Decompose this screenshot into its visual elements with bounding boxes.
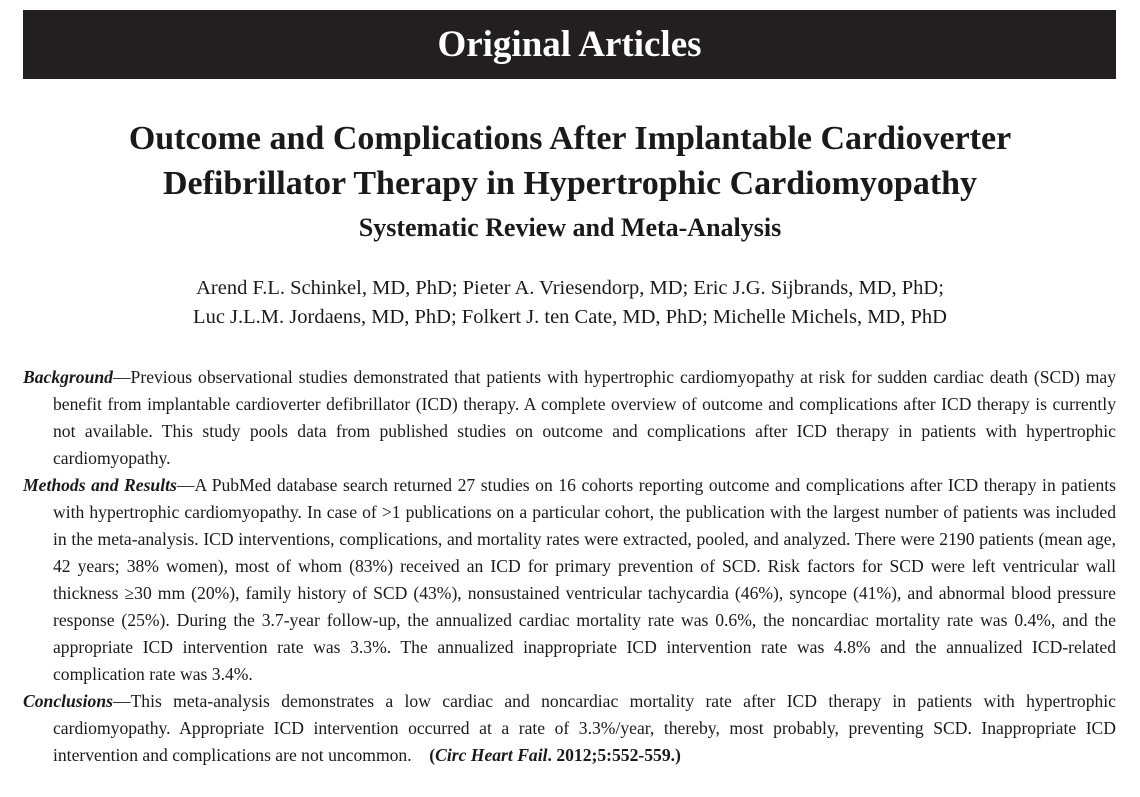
methods-text: —A PubMed database search returned 27 studies on 16 cohorts reporting outcome and complications after ICD therapy in patients with hypertrophic cardiomyopathy. In case of >1 publications on a particular cohort, the publication with the largest number of patients was included in the meta-analysis. ICD interventions, complications, and mortality rates were extracted, pooled, and analyzed. There were 2190 patients (mean age, 42 years; 38% women), most of whom (83%) received an ICD for primary prevention of SCD. Risk factors for SCD were left ventricular wall thickness ≥30 mm (20%), family history of SCD (43%), nonsustained ventricular tachycardia (46%), syncope (41%), and abnormal blood pressure response (25%). During the 3.7-year follow-up, the annualized cardiac mortality rate was 0.6%, the noncardiac mortality rate was 0.4%, and the appropriate ICD intervention rate was 3.3%. The annualized inappropriate ICD intervention rate was 4.8% and the annualized ICD-related complication rate was 3.4%. (53, 475, 1117, 684)
citation-details: . 2012;5:552-559.) (547, 745, 681, 765)
authors-line-2: Luc J.L.M. Jordaens, MD, PhD; Folkert J. ten Cate, MD, PhD; Michelle Michels, MD, PhD (193, 306, 947, 328)
conclusions-text: —This meta-analysis demonstrates a low cardiac and noncardiac mortality rate after ICD therapy in patients with hypertrophic cardiomyopathy. Appropriate ICD intervention occurred at a rate of 3.3%/year, thereby, most probably, preventing SCD. Inappropriate ICD intervention and complications are not uncommon. (53, 691, 1116, 765)
background-text: —Previous observational studies demonstrated that patients with hypertrophic cardiomyopathy at risk for sudden cardiac death (SCD) may benefit from implantable cardioverter defibrillator (ICD) therapy. A complete overview of outcome and complications after ICD therapy is currently not available. This study pools data from published studies on outcome and complications after ICD therapy in patients with hypertrophic cardiomyopathy. (53, 367, 1116, 468)
citation-open: ( (429, 745, 436, 765)
citation (429, 745, 681, 765)
title-line-1: Outcome and Complications After Implantable Cardioverter (128, 120, 1012, 157)
abstract-methods-results (23, 472, 1116, 688)
background-label: Background (23, 367, 113, 387)
abstract-background (23, 364, 1116, 472)
methods-label: Methods and Results (23, 475, 177, 495)
abstract-conclusions (23, 688, 1116, 769)
conclusions-label: Conclusions (23, 691, 113, 711)
authors-line-1: Arend F.L. Schinkel, MD, PhD; Pieter A. Vriesendorp, MD; Eric J.G. Sijbrands, MD, PhD; (196, 277, 944, 299)
title-line-2: Defibrillator Therapy in Hypertrophic Cardiomyopathy (162, 165, 978, 202)
article-subtitle: Systematic Review and Meta-Analysis (358, 213, 782, 242)
author-list (0, 274, 1140, 332)
citation-journal: Circ Heart Fail (435, 745, 548, 765)
section-header: Original Articles (23, 10, 1116, 79)
abstract (23, 364, 1116, 769)
article-title (0, 116, 1140, 206)
